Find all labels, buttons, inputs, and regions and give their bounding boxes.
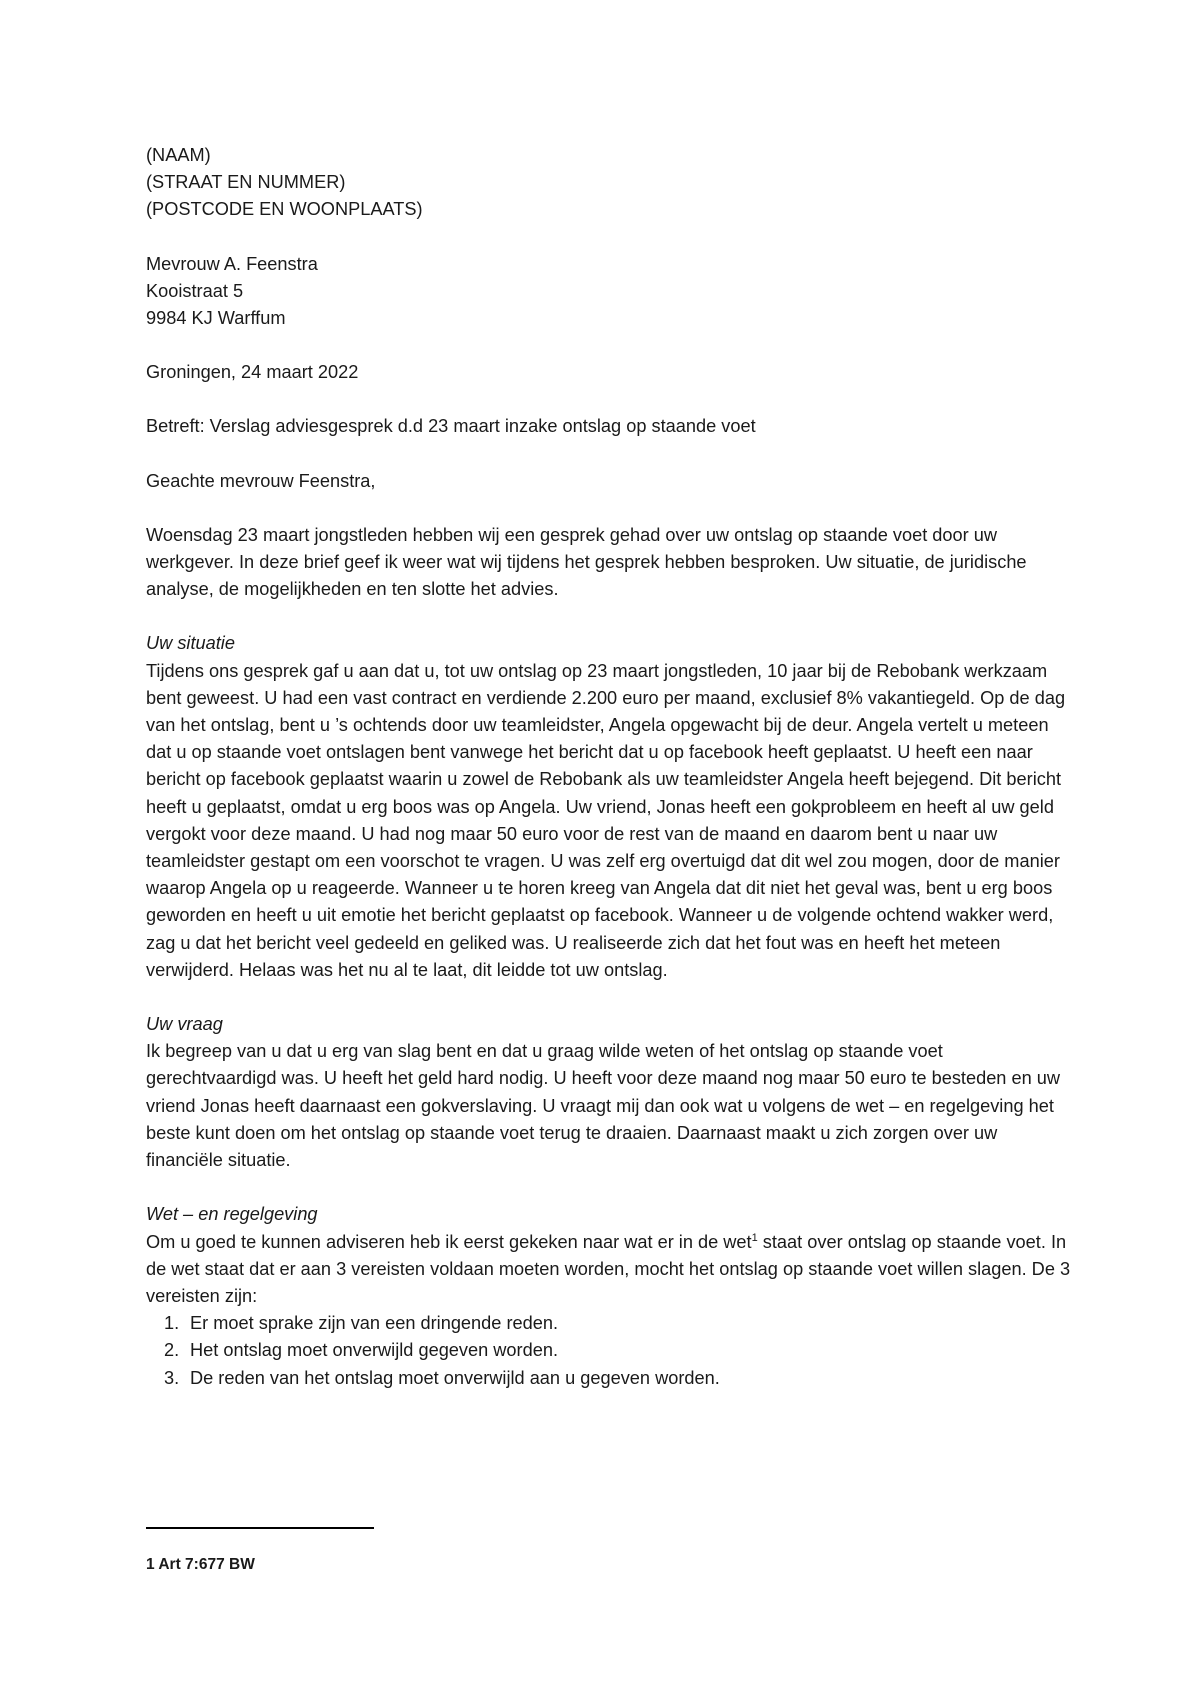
recipient-name: Mevrouw A. Feenstra: [146, 253, 318, 274]
recipient-block: [146, 251, 1076, 333]
section-situation: [146, 630, 1076, 984]
law-text-before-ref: Om u goed te kunnen adviseren heb ik eerst gekeken naar wat er in de wet: [146, 1231, 752, 1252]
list-item: [146, 1365, 1076, 1392]
question-paragraph: Ik begreep van u dat u erg van slag bent en dat u graag wilde weten of het ontslag op staande voet gerechtvaardigd was. U heeft het geld hard nodig. U heeft voor deze maand nog maar 50 euro te besteden en uw vriend Jonas heeft daarnaast een gokverslaving. U vraagt mij dan ook wat u volgens de wet – en regelgeving het beste kunt doen om het ontslag op staande voet terug te draaien. Daarnaast maakt u zich zorgen over uw financiële situatie.: [146, 1041, 1061, 1171]
list-item: [146, 1310, 1076, 1337]
subject-line: Betreft: Verslag adviesgesprek d.d 23 maart inzake ontslag op staande voet: [146, 416, 756, 437]
list-item-text: De reden van het ontslag moet onverwijld aan u gegeven worden.: [190, 1367, 720, 1388]
law-paragraph: [146, 1229, 1076, 1311]
situation-heading: Uw situatie: [146, 633, 235, 654]
list-item: [146, 1337, 1076, 1364]
salutation: Geachte mevrouw Feenstra,: [146, 470, 376, 491]
sender-name: (NAAM): [146, 145, 211, 165]
letter-body: [146, 142, 1076, 1392]
list-item-text: Het ontslag moet onverwijld gegeven worden.: [190, 1340, 559, 1361]
section-law: [146, 1201, 1076, 1391]
footnote-separator: [146, 1527, 374, 1529]
sender-street: (STRAAT EN NUMMER): [146, 172, 346, 193]
law-text-after-ref: staat over ontslag op staande voet. In de wet staat dat er aan 3 vereisten voldaan moeten worden, mocht het ontslag op staande voet willen slagen. De 3 vereisten zijn:: [146, 1231, 1071, 1306]
sender-block: [146, 142, 1076, 224]
footnote-reference[interactable]: 1: [751, 1231, 758, 1244]
requirements-list: [146, 1310, 1076, 1392]
sender-postcode-city: (POSTCODE EN WOONPLAATS): [146, 199, 423, 220]
place-date: Groningen, 24 maart 2022: [146, 362, 359, 383]
law-heading: Wet – en regelgeving: [146, 1204, 318, 1225]
situation-paragraph: Tijdens ons gesprek gaf u aan dat u, tot uw ontslag op 23 maart jongstleden, 10 jaar bij de Rebobank werkzaam bent geweest. U had een vast contract en verdiende 2.200 euro per maand, exclusief 8% vakantiegeld. Op de dag van het ontslag, bent u ’s ochtends door uw teamleidster, Angela opgewacht bij de deur. Angela vertelt u meteen dat u op staande voet ontslagen bent vanwege het bericht dat u op facebook heeft geplaatst. U heeft een naar bericht op facebook geplaatst waarin u zowel de Rebobank als uw teamleidster Angela heeft bejegend. Dit bericht heeft u geplaatst, omdat u erg boos was op Angela. Uw vriend, Jonas heeft een gokprobleem en heeft al uw geld vergokt voor deze maand. U had nog maar 50 euro voor de rest van de maand en daarom bent u naar uw teamleidster gestapt om een voorschot te vragen. U was zelf erg overtuigd dat dit wel zou mogen, door de manier waarop Angela op u reageerde. Wanneer u te horen kreeg van Angela dat dit niet het geval was, bent u erg boos geworden en heeft u uit emotie het bericht geplaatst op facebook. Wanneer u de volgende ochtend wakker werd, zag u dat het bericht veel gedeeld en geliked was. U realiseerde zich dat het fout was en heeft het meteen verwijderd. Helaas was het nu al te laat, dit leidde tot uw ontslag.: [146, 660, 1066, 980]
recipient-street: Kooistraat 5: [146, 280, 244, 301]
list-item-number: 3.: [164, 1367, 180, 1388]
list-item-number: 2.: [164, 1340, 180, 1361]
section-question: [146, 1011, 1076, 1174]
list-item-number: 1.: [164, 1313, 180, 1334]
list-item-text: Er moet sprake zijn van een dringende reden.: [190, 1313, 559, 1334]
footnote-text: 1 Art 7:677 BW: [146, 1555, 255, 1573]
question-heading: Uw vraag: [146, 1014, 223, 1035]
recipient-postcode-city: 9984 KJ Warffum: [146, 308, 286, 329]
intro-paragraph: Woensdag 23 maart jongstleden hebben wij een gesprek gehad over uw ontslag op staande voet door uw werkgever. In deze brief geef ik weer wat wij tijdens het gesprek hebben besproken. Uw situatie, de juridische analyse, de mogelijkheden en ten slotte het advies.: [146, 524, 1027, 600]
